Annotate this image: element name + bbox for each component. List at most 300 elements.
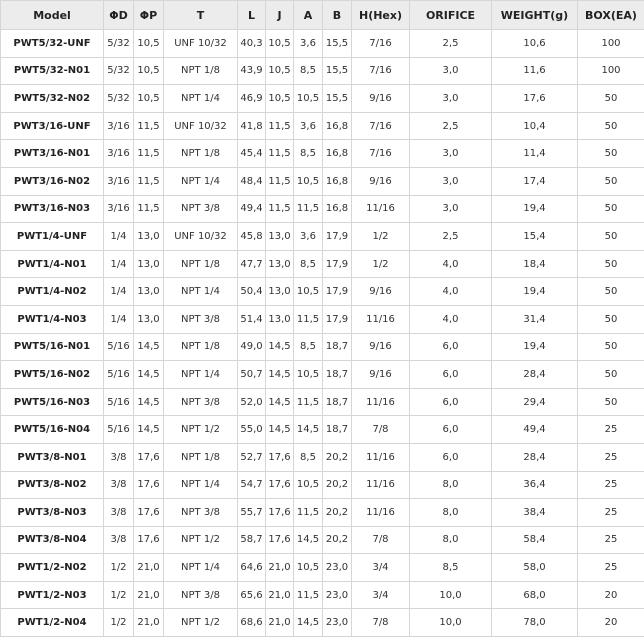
cell-l: 65,6 — [238, 581, 266, 609]
cell-b: 18,7 — [323, 361, 352, 389]
cell-j: 17,6 — [266, 471, 294, 499]
cell-weight: 31,4 — [492, 305, 578, 333]
cell-l: 43,9 — [238, 57, 266, 85]
cell-a: 11,5 — [294, 581, 323, 609]
cell-orifice: 3,0 — [410, 195, 492, 223]
cell-j: 11,5 — [266, 112, 294, 140]
cell-box: 50 — [578, 167, 644, 195]
cell-orifice: 4,0 — [410, 250, 492, 278]
cell-box: 25 — [578, 471, 644, 499]
cell-t: NPT 3/8 — [164, 499, 238, 527]
cell-j: 10,5 — [266, 30, 294, 58]
cell-j: 21,0 — [266, 609, 294, 637]
cell-box: 50 — [578, 361, 644, 389]
cell-t: NPT 1/4 — [164, 278, 238, 306]
cell-t: NPT 3/8 — [164, 305, 238, 333]
cell-hex: 7/16 — [352, 30, 410, 58]
cell-d: 5/16 — [104, 388, 134, 416]
cell-j: 14,5 — [266, 416, 294, 444]
cell-p: 14,5 — [134, 361, 164, 389]
cell-weight: 11,4 — [492, 140, 578, 168]
table-row — [1, 57, 644, 85]
cell-model: PWT3/16-N03 — [1, 195, 104, 223]
cell-hex: 9/16 — [352, 361, 410, 389]
cell-d: 3/16 — [104, 112, 134, 140]
cell-t: NPT 1/2 — [164, 609, 238, 637]
cell-t: UNF 10/32 — [164, 223, 238, 251]
cell-box: 25 — [578, 554, 644, 582]
cell-hex: 9/16 — [352, 85, 410, 113]
cell-orifice: 6,0 — [410, 443, 492, 471]
table-row — [1, 85, 644, 113]
cell-t: UNF 10/32 — [164, 112, 238, 140]
cell-d: 5/32 — [104, 85, 134, 113]
cell-j: 10,5 — [266, 85, 294, 113]
cell-d: 1/4 — [104, 305, 134, 333]
cell-hex: 11/16 — [352, 388, 410, 416]
cell-j: 11,5 — [266, 167, 294, 195]
col-header-a: A — [294, 1, 323, 30]
cell-a: 10,5 — [294, 167, 323, 195]
cell-box: 25 — [578, 416, 644, 444]
cell-hex: 9/16 — [352, 333, 410, 361]
cell-box: 20 — [578, 581, 644, 609]
cell-d: 3/16 — [104, 140, 134, 168]
table-row — [1, 140, 644, 168]
cell-weight: 17,6 — [492, 85, 578, 113]
cell-hex: 7/16 — [352, 112, 410, 140]
cell-model: PWT5/32-N02 — [1, 85, 104, 113]
cell-l: 46,9 — [238, 85, 266, 113]
cell-l: 51,4 — [238, 305, 266, 333]
cell-d: 1/2 — [104, 581, 134, 609]
cell-t: NPT 1/2 — [164, 526, 238, 554]
table-row — [1, 112, 644, 140]
cell-p: 21,0 — [134, 554, 164, 582]
header-row — [1, 1, 644, 30]
cell-a: 14,5 — [294, 609, 323, 637]
cell-t: NPT 1/4 — [164, 167, 238, 195]
table-row — [1, 30, 644, 58]
cell-a: 10,5 — [294, 85, 323, 113]
cell-d: 3/16 — [104, 167, 134, 195]
cell-model: PWT1/2-N03 — [1, 581, 104, 609]
cell-box: 50 — [578, 333, 644, 361]
cell-d: 3/16 — [104, 195, 134, 223]
cell-p: 17,6 — [134, 526, 164, 554]
cell-hex: 1/2 — [352, 223, 410, 251]
cell-j: 11,5 — [266, 140, 294, 168]
cell-j: 21,0 — [266, 581, 294, 609]
cell-l: 45,4 — [238, 140, 266, 168]
cell-t: NPT 1/8 — [164, 443, 238, 471]
cell-l: 55,7 — [238, 499, 266, 527]
cell-a: 8,5 — [294, 333, 323, 361]
table-row — [1, 278, 644, 306]
cell-model: PWT3/8-N03 — [1, 499, 104, 527]
col-header-box: BOX(EA) — [578, 1, 644, 30]
cell-b: 17,9 — [323, 250, 352, 278]
cell-d: 5/32 — [104, 30, 134, 58]
cell-d: 1/2 — [104, 609, 134, 637]
cell-a: 8,5 — [294, 250, 323, 278]
cell-box: 50 — [578, 278, 644, 306]
col-header-hex: H(Hex) — [352, 1, 410, 30]
cell-box: 50 — [578, 140, 644, 168]
cell-hex: 7/8 — [352, 526, 410, 554]
cell-j: 13,0 — [266, 278, 294, 306]
cell-d: 3/8 — [104, 471, 134, 499]
cell-l: 50,4 — [238, 278, 266, 306]
cell-orifice: 6,0 — [410, 416, 492, 444]
cell-p: 21,0 — [134, 581, 164, 609]
cell-d: 5/16 — [104, 416, 134, 444]
col-header-p: ΦP — [134, 1, 164, 30]
cell-p: 14,5 — [134, 388, 164, 416]
cell-l: 52,7 — [238, 443, 266, 471]
cell-weight: 38,4 — [492, 499, 578, 527]
cell-l: 49,4 — [238, 195, 266, 223]
cell-b: 23,0 — [323, 609, 352, 637]
cell-weight: 58,0 — [492, 554, 578, 582]
cell-p: 13,0 — [134, 278, 164, 306]
cell-d: 3/8 — [104, 499, 134, 527]
cell-weight: 28,4 — [492, 443, 578, 471]
cell-t: NPT 1/4 — [164, 361, 238, 389]
cell-b: 20,2 — [323, 499, 352, 527]
cell-b: 16,8 — [323, 195, 352, 223]
cell-b: 15,5 — [323, 85, 352, 113]
cell-b: 15,5 — [323, 57, 352, 85]
cell-box: 50 — [578, 223, 644, 251]
cell-model: PWT5/16-N03 — [1, 388, 104, 416]
cell-a: 8,5 — [294, 443, 323, 471]
cell-orifice: 6,0 — [410, 388, 492, 416]
cell-box: 50 — [578, 195, 644, 223]
cell-j: 17,6 — [266, 526, 294, 554]
cell-weight: 78,0 — [492, 609, 578, 637]
cell-weight: 10,4 — [492, 112, 578, 140]
cell-l: 64,6 — [238, 554, 266, 582]
cell-orifice: 10,0 — [410, 581, 492, 609]
cell-l: 55,0 — [238, 416, 266, 444]
cell-t: NPT 1/8 — [164, 140, 238, 168]
cell-d: 5/32 — [104, 57, 134, 85]
cell-t: NPT 1/4 — [164, 85, 238, 113]
cell-box: 50 — [578, 305, 644, 333]
cell-box: 50 — [578, 112, 644, 140]
table-row — [1, 250, 644, 278]
cell-p: 10,5 — [134, 57, 164, 85]
cell-model: PWT3/8-N01 — [1, 443, 104, 471]
table-row — [1, 526, 644, 554]
table-row — [1, 195, 644, 223]
cell-b: 18,7 — [323, 388, 352, 416]
cell-l: 40,3 — [238, 30, 266, 58]
cell-hex: 3/4 — [352, 581, 410, 609]
cell-l: 45,8 — [238, 223, 266, 251]
cell-hex: 9/16 — [352, 278, 410, 306]
cell-j: 14,5 — [266, 333, 294, 361]
cell-t: NPT 1/2 — [164, 416, 238, 444]
cell-weight: 19,4 — [492, 195, 578, 223]
cell-orifice: 10,0 — [410, 609, 492, 637]
cell-model: PWT3/8-N02 — [1, 471, 104, 499]
cell-t: NPT 1/8 — [164, 57, 238, 85]
cell-weight: 11,6 — [492, 57, 578, 85]
cell-box: 25 — [578, 443, 644, 471]
cell-d: 1/4 — [104, 250, 134, 278]
cell-l: 58,7 — [238, 526, 266, 554]
cell-b: 17,9 — [323, 278, 352, 306]
cell-hex: 7/8 — [352, 609, 410, 637]
cell-a: 14,5 — [294, 526, 323, 554]
cell-j: 10,5 — [266, 57, 294, 85]
cell-j: 14,5 — [266, 388, 294, 416]
cell-orifice: 4,0 — [410, 278, 492, 306]
cell-orifice: 6,0 — [410, 361, 492, 389]
cell-a: 14,5 — [294, 416, 323, 444]
cell-a: 11,5 — [294, 388, 323, 416]
table-row — [1, 609, 644, 637]
col-header-weight: WEIGHT(g) — [492, 1, 578, 30]
cell-b: 18,7 — [323, 333, 352, 361]
cell-weight: 49,4 — [492, 416, 578, 444]
cell-orifice: 8,0 — [410, 526, 492, 554]
cell-model: PWT1/2-N02 — [1, 554, 104, 582]
table-row — [1, 361, 644, 389]
cell-l: 68,6 — [238, 609, 266, 637]
cell-model: PWT3/16-N02 — [1, 167, 104, 195]
cell-orifice: 3,0 — [410, 140, 492, 168]
cell-model: PWT3/16-N01 — [1, 140, 104, 168]
cell-weight: 68,0 — [492, 581, 578, 609]
cell-hex: 1/2 — [352, 250, 410, 278]
cell-p: 17,6 — [134, 471, 164, 499]
cell-model: PWT1/4-N02 — [1, 278, 104, 306]
col-header-model: Model — [1, 1, 104, 30]
table-body — [1, 30, 644, 637]
cell-model: PWT1/4-N01 — [1, 250, 104, 278]
col-header-d: ΦD — [104, 1, 134, 30]
cell-l: 50,7 — [238, 361, 266, 389]
cell-b: 15,5 — [323, 30, 352, 58]
cell-weight: 17,4 — [492, 167, 578, 195]
cell-box: 50 — [578, 85, 644, 113]
cell-b: 17,9 — [323, 305, 352, 333]
table-row — [1, 388, 644, 416]
cell-weight: 18,4 — [492, 250, 578, 278]
cell-p: 21,0 — [134, 609, 164, 637]
cell-t: NPT 3/8 — [164, 388, 238, 416]
cell-hex: 3/4 — [352, 554, 410, 582]
cell-model: PWT1/4-N03 — [1, 305, 104, 333]
table-row — [1, 416, 644, 444]
cell-p: 13,0 — [134, 223, 164, 251]
cell-d: 1/4 — [104, 278, 134, 306]
cell-a: 8,5 — [294, 140, 323, 168]
cell-p: 14,5 — [134, 416, 164, 444]
cell-p: 11,5 — [134, 195, 164, 223]
col-header-orifice: ORIFICE — [410, 1, 492, 30]
cell-box: 20 — [578, 609, 644, 637]
cell-box: 25 — [578, 526, 644, 554]
cell-box: 50 — [578, 388, 644, 416]
cell-d: 5/16 — [104, 333, 134, 361]
table-row — [1, 443, 644, 471]
cell-t: NPT 1/4 — [164, 471, 238, 499]
cell-hex: 11/16 — [352, 499, 410, 527]
cell-a: 10,5 — [294, 361, 323, 389]
cell-orifice: 6,0 — [410, 333, 492, 361]
cell-d: 3/8 — [104, 526, 134, 554]
cell-b: 18,7 — [323, 416, 352, 444]
cell-t: UNF 10/32 — [164, 30, 238, 58]
cell-orifice: 3,0 — [410, 85, 492, 113]
cell-b: 17,9 — [323, 223, 352, 251]
table-row — [1, 305, 644, 333]
cell-a: 11,5 — [294, 195, 323, 223]
cell-model: PWT1/2-N04 — [1, 609, 104, 637]
cell-weight: 29,4 — [492, 388, 578, 416]
cell-hex: 11/16 — [352, 305, 410, 333]
cell-hex: 11/16 — [352, 195, 410, 223]
cell-t: NPT 1/8 — [164, 333, 238, 361]
cell-box: 100 — [578, 57, 644, 85]
cell-a: 10,5 — [294, 554, 323, 582]
cell-p: 10,5 — [134, 30, 164, 58]
cell-a: 8,5 — [294, 57, 323, 85]
cell-p: 14,5 — [134, 333, 164, 361]
cell-orifice: 2,5 — [410, 112, 492, 140]
cell-p: 11,5 — [134, 112, 164, 140]
cell-p: 13,0 — [134, 305, 164, 333]
cell-l: 49,0 — [238, 333, 266, 361]
cell-b: 23,0 — [323, 554, 352, 582]
cell-a: 3,6 — [294, 112, 323, 140]
cell-hex: 11/16 — [352, 471, 410, 499]
cell-d: 3/8 — [104, 443, 134, 471]
cell-p: 17,6 — [134, 443, 164, 471]
table-row — [1, 581, 644, 609]
cell-model: PWT3/16-UNF — [1, 112, 104, 140]
cell-b: 16,8 — [323, 167, 352, 195]
cell-b: 20,2 — [323, 471, 352, 499]
cell-b: 20,2 — [323, 443, 352, 471]
cell-model: PWT5/16-N01 — [1, 333, 104, 361]
cell-t: NPT 3/8 — [164, 195, 238, 223]
cell-j: 13,0 — [266, 305, 294, 333]
col-header-t: T — [164, 1, 238, 30]
table-row — [1, 499, 644, 527]
cell-p: 17,6 — [134, 499, 164, 527]
cell-j: 11,5 — [266, 195, 294, 223]
table-row — [1, 554, 644, 582]
cell-p: 11,5 — [134, 167, 164, 195]
cell-box: 50 — [578, 250, 644, 278]
cell-orifice: 8,5 — [410, 554, 492, 582]
cell-box: 25 — [578, 499, 644, 527]
cell-a: 11,5 — [294, 499, 323, 527]
cell-a: 3,6 — [294, 223, 323, 251]
cell-j: 21,0 — [266, 554, 294, 582]
cell-l: 47,7 — [238, 250, 266, 278]
cell-a: 11,5 — [294, 305, 323, 333]
cell-b: 16,8 — [323, 112, 352, 140]
cell-p: 11,5 — [134, 140, 164, 168]
table-row — [1, 167, 644, 195]
cell-b: 20,2 — [323, 526, 352, 554]
cell-j: 17,6 — [266, 443, 294, 471]
table-row — [1, 223, 644, 251]
cell-orifice: 2,5 — [410, 30, 492, 58]
cell-model: PWT5/32-N01 — [1, 57, 104, 85]
cell-hex: 7/16 — [352, 57, 410, 85]
cell-d: 1/2 — [104, 554, 134, 582]
cell-model: PWT5/32-UNF — [1, 30, 104, 58]
cell-j: 14,5 — [266, 361, 294, 389]
cell-weight: 10,6 — [492, 30, 578, 58]
cell-hex: 9/16 — [352, 167, 410, 195]
cell-l: 41,8 — [238, 112, 266, 140]
cell-hex: 7/16 — [352, 140, 410, 168]
col-header-l: L — [238, 1, 266, 30]
cell-weight: 28,4 — [492, 361, 578, 389]
cell-orifice: 3,0 — [410, 57, 492, 85]
cell-weight: 19,4 — [492, 278, 578, 306]
cell-p: 13,0 — [134, 250, 164, 278]
cell-p: 10,5 — [134, 85, 164, 113]
cell-weight: 15,4 — [492, 223, 578, 251]
cell-orifice: 8,0 — [410, 499, 492, 527]
cell-orifice: 8,0 — [410, 471, 492, 499]
cell-hex: 7/8 — [352, 416, 410, 444]
cell-a: 3,6 — [294, 30, 323, 58]
cell-b: 16,8 — [323, 140, 352, 168]
cell-l: 48,4 — [238, 167, 266, 195]
cell-orifice: 3,0 — [410, 167, 492, 195]
cell-orifice: 2,5 — [410, 223, 492, 251]
cell-weight: 19,4 — [492, 333, 578, 361]
cell-b: 23,0 — [323, 581, 352, 609]
cell-model: PWT5/16-N02 — [1, 361, 104, 389]
cell-j: 13,0 — [266, 223, 294, 251]
cell-orifice: 4,0 — [410, 305, 492, 333]
cell-t: NPT 1/8 — [164, 250, 238, 278]
cell-l: 54,7 — [238, 471, 266, 499]
cell-model: PWT3/8-N04 — [1, 526, 104, 554]
cell-d: 5/16 — [104, 361, 134, 389]
cell-a: 10,5 — [294, 471, 323, 499]
col-header-j: J — [266, 1, 294, 30]
cell-a: 10,5 — [294, 278, 323, 306]
cell-model: PWT1/4-UNF — [1, 223, 104, 251]
cell-model: PWT5/16-N04 — [1, 416, 104, 444]
cell-j: 13,0 — [266, 250, 294, 278]
cell-t: NPT 1/4 — [164, 554, 238, 582]
cell-l: 52,0 — [238, 388, 266, 416]
cell-t: NPT 3/8 — [164, 581, 238, 609]
table-row — [1, 471, 644, 499]
cell-d: 1/4 — [104, 223, 134, 251]
table-row — [1, 333, 644, 361]
cell-box: 100 — [578, 30, 644, 58]
cell-weight: 58,4 — [492, 526, 578, 554]
col-header-b: B — [323, 1, 352, 30]
cell-weight: 36,4 — [492, 471, 578, 499]
cell-hex: 11/16 — [352, 443, 410, 471]
cell-j: 17,6 — [266, 499, 294, 527]
